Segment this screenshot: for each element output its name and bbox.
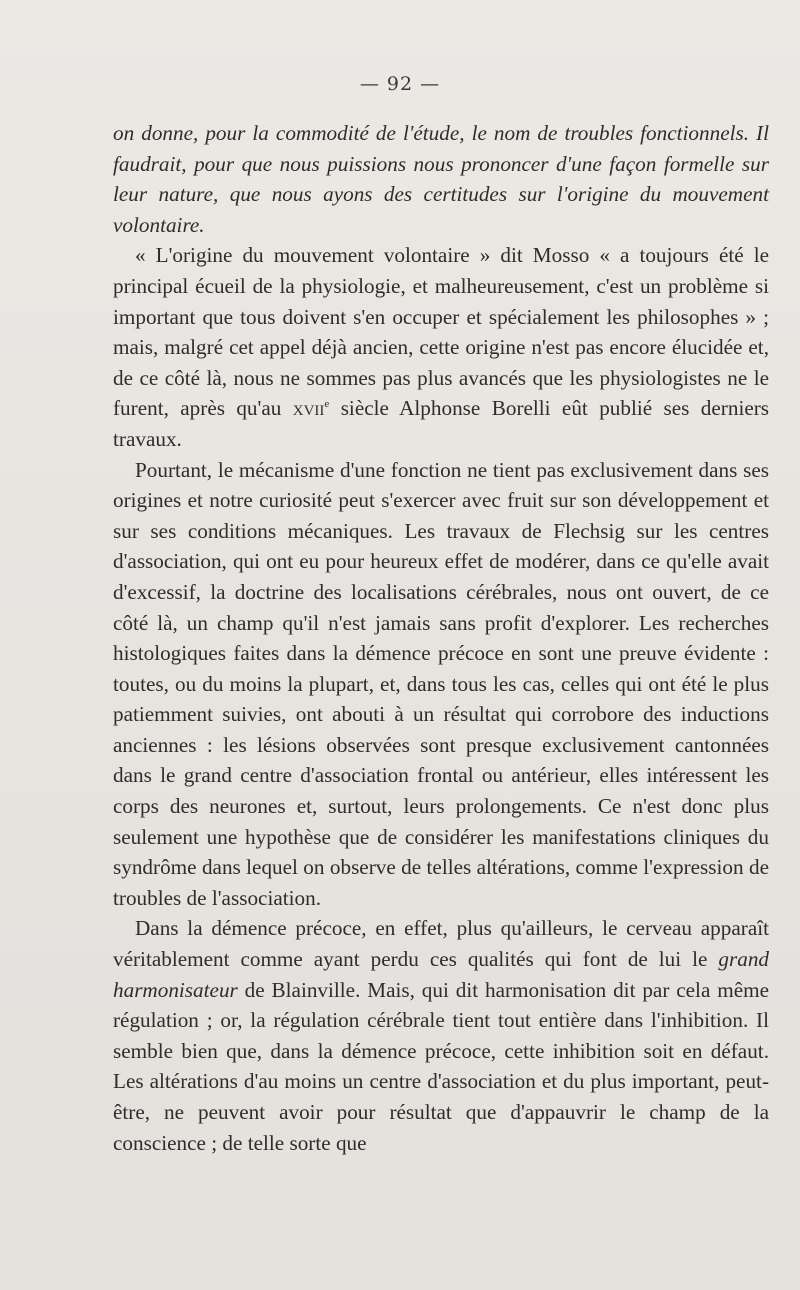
paragraph-4-end: de Blainville. Mais, qui dit harmonisation dit par cela même régulation ; or, la régulation cérébrale tient tout entière dans l'inhibition. Il semble bien que, dans la démence précoce, cette inhibition soit en défaut. Les altérations d'au moins un centre d'association et du plus important, peut-être, ne peuvent avoir pour résultat que d'appauvrir le champ de la conscience ; de telle sorte que	[113, 977, 769, 1155]
century-superscript: e	[324, 398, 330, 411]
body-text	[113, 118, 769, 1158]
century-numeral: xvii	[292, 396, 325, 421]
paragraph-4-start: Dans la démence précoce, en effet, plus qu'ailleurs, le cerveau apparaît véritablement comme ayant perdu ces qualités qui font de lui le	[113, 916, 769, 972]
paragraph-3: Pourtant, le mécanisme d'une fonction ne tient pas exclusivement dans ses origines et notre curiosité peut s'exercer avec fruit sur son développement et sur ses conditions mécaniques. Les travaux de Flechsig sur les centres d'association, qui ont eu pour heureux effet de modérer, dans ce qu'elle avait d'excessif, la doctrine des localisations cérébrales, nous ont ouvert, de ce côté là, un champ qu'il n'est jamais sans profit d'explorer. Les recherches histologiques faites dans la démence précoce en sont une preuve évidente : toutes, ou du moins la plupart, et, dans tous les cas, celles qui ont été le plus patiemment suivies, ont abouti à un résultat qui corrobore des inductions anciennes : les lésions observées sont presque exclusivement cantonnées dans le grand centre d'association frontal ou antérieur, elles intéressent les corps des neurones et, surtout, leurs prolongements. Ce n'est donc plus seulement une hypothèse que de considérer les manifestations cliniques du syndrôme dans lequel on observe de telles altérations, comme l'expression de troubles de l'association.	[113, 457, 769, 910]
paragraph-4	[113, 913, 769, 1158]
paragraph-2-text: « L'origine du mouvement volontaire » dit Mosso « a toujours été le principal écueil de la physiologie, et malheureusement, c'est un problème si important que tous doivent s'en occuper et spécialement les philosophes » ; mais, malgré cet appel déjà ancien, cette origine n'est pas encore élucidée et, de ce côté là, nous ne sommes pas plus avancés que les physiologistes ne le furent, après qu'au	[113, 243, 769, 421]
italic-phrase: grand harmonisateur	[113, 947, 770, 1002]
page-number: — 92 —	[359, 73, 441, 95]
paragraph-1: on donne, pour la commodité de l'étude, le nom de troubles fonctionnels. Il faudrait, pour que nous puissions nous prononcer d'une façon formelle sur leur nature, que nous ayons des certitudes sur l'origine du mouvement volontaire.	[113, 121, 769, 237]
paragraph-2	[113, 240, 769, 454]
paragraph-2-end: siècle Alphonse Borelli eût publié ses derniers travaux.	[113, 396, 770, 451]
